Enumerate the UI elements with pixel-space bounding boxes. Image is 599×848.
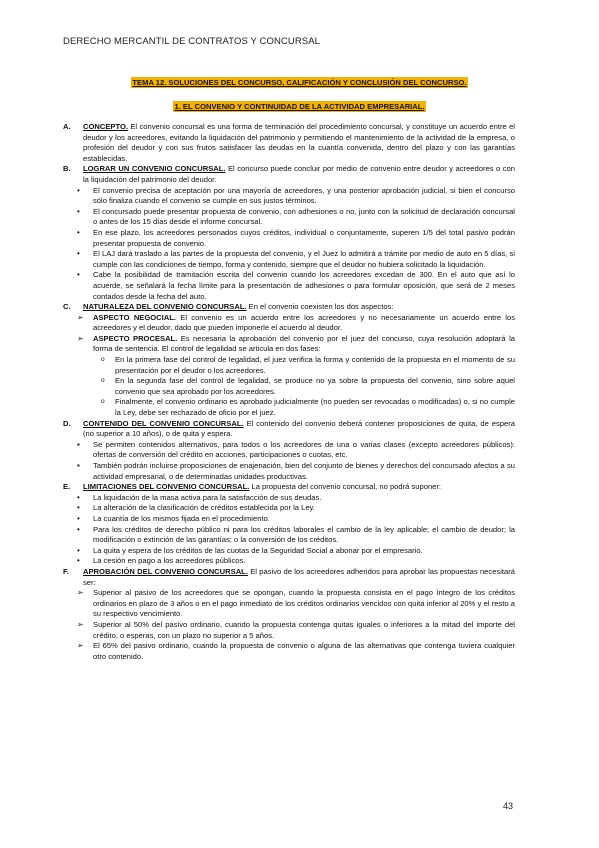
- section-text: La propuesta del convenio concursal, no podrá suponer:: [249, 482, 442, 492]
- list-item: • El LAJ dará traslado a las partes de la propuesta del convenio, y el Juez lo admitirá a trámite por medio de auto en 5 días, si cumple con las condiciones de tiempo, forma y contenido, siempre que el deudor no hubiera solicitado la liquidación.: [77, 249, 515, 269]
- list-item: • La alteración de la clasificación de créditos establecida por la Ley.: [77, 503, 315, 513]
- section-title: NATURALEZA DEL CONVENIO CONCURSAL.: [83, 302, 247, 312]
- section-text: El convenio concursal es una forma de terminación del procedimiento concursal, y constituye un acuerdo entre el deudor y los acreedores, evitando la liquidación del patrimonio y permitiendo el mantenimiento de la actividad de la empresa, o profesión del deudor y con sus frutos satisfacer las deudas en la cuantía convenida, dentro del plazo y con las garantías establecidas.: [83, 122, 515, 163]
- bullet-icon: •: [77, 249, 80, 259]
- page-number: 43: [503, 801, 514, 811]
- section-c: [63, 302, 515, 313]
- section-e: [63, 482, 515, 493]
- circle-bullet-icon: o: [101, 377, 105, 385]
- list-item: ➢ ASPECTO PROCESAL. Es necesaria la aprobación del convenio por el juez del concurso, cuya resolución adoptará la forma de sentencia. El control de legalidad se articula en dos fases:: [77, 333, 515, 354]
- section-f: [63, 567, 515, 588]
- list-subitem: o En la segunda fase del control de legalidad, se produce no ya sobre la propuesta del convenio, sino sobre aquel convenio que sea aprobado por los acreedores.: [101, 376, 515, 396]
- arrow-bullet-icon: ➢: [77, 588, 84, 598]
- circle-bullet-icon: o: [101, 356, 105, 364]
- list-item: • Cabe la posibilidad de tramitación escrita del convenio cuando los acreedores excedan de 300. En el auto que así lo acuerde, se señalará la fecha límite para la presentación de adhesiones o para formular oposición, que será de 2 meses contados desde la fecha del auto.: [77, 270, 515, 301]
- bullet-icon: •: [77, 270, 80, 280]
- bullet-icon: •: [77, 513, 80, 523]
- list-item: ▪ También podrán incluirse proposiciones de enajenación, bien del conjunto de bienes y derechos del concursado afectos a su actividad empresarial, o de determinadas unidades productivas.: [77, 461, 515, 481]
- section-d: [63, 419, 515, 440]
- topic-title-row: [0, 72, 599, 90]
- section-title: LOGRAR UN CONVENIO CONCURSAL.: [83, 164, 226, 174]
- list-item: • Para los créditos de derecho público ni para los créditos laborales el cambio de la ley aplicable; el cambio de deudor; la modificación o extinción de las garantías; o la conversión de los créditos.: [77, 524, 515, 545]
- topic-title: TEMA 12. SOLUCIONES DEL CONCURSO, CALIFICACIÓN Y CONCLUSIÓN DEL CONCURSO.: [132, 78, 467, 87]
- arrow-bullet-icon: ➢: [77, 333, 84, 343]
- arrow-bullet-icon: ➢: [77, 641, 84, 651]
- section-letter: D.: [63, 418, 71, 428]
- section-text: En el convenio coexisten los dos aspectos:: [246, 302, 394, 312]
- section-letter: F.: [63, 566, 69, 576]
- list-item: ➢ Superior al 50% del pasivo ordinario, cuando la propuesta contenga quitas iguales o inferiores a la mitad del importe del crédito, o esperas, con un plazo no superior a 5 años.: [77, 619, 515, 640]
- section-title: APROBACIÓN DEL CONVENIO CONCURSAL.: [83, 566, 248, 576]
- section-a: [63, 122, 515, 164]
- section-title: CONTENIDO DEL CONVENIO CONCURSAL.: [83, 418, 244, 428]
- list-item: • La cuantía de los mismos fijada en el procedimiento.: [77, 513, 270, 523]
- bullet-icon: •: [77, 206, 80, 216]
- bullet-icon: •: [77, 227, 80, 237]
- list-item: • El concursado puede presentar propuesta de convenio, con adhesiones o no, junto con la solicitud de declaración concursal o antes de los 15 días desde el informe concursal.: [77, 206, 515, 227]
- list-item: ➢ ASPECTO NEGOCIAL. El convenio es un acuerdo entre los acreedores y no necesariamente un acuerdo entre los acreedores y el deudor, dado que pueden imponerle el acuerdo al deudor.: [77, 312, 516, 333]
- section-title: LIMITACIONES DEL CONVENIO CONCURSAL.: [83, 482, 250, 492]
- list-item: ➢ El 65% del pasivo ordinario, cuando la propuesta de convenio o alguna de las alternativas que contenga tuviera cualquier otro contenido.: [77, 641, 515, 661]
- list-subitem: o En la primera fase del control de legalidad, el juez verifica la forma y contenido de la propuesta en el momento de su presentación por el deudor o los acreedores.: [101, 355, 515, 375]
- document-body: [63, 122, 515, 662]
- bullet-icon: •: [77, 503, 80, 513]
- section-b: [63, 164, 515, 185]
- section-letter: B.: [63, 164, 71, 174]
- list-item: • La cesión en pago a los acreedores públicos.: [77, 556, 246, 566]
- arrow-bullet-icon: ➢: [77, 312, 84, 322]
- section-letter: A.: [63, 122, 71, 131]
- bullet-icon: •: [77, 545, 80, 555]
- section-heading-row: [0, 96, 599, 114]
- list-item: • El convenio precisa de aceptación por una mayoría de acreedores, y una posterior aprobación judicial, si bien el concurso sólo finaliza cuando el convenio se cumple en sus justos términos.: [77, 185, 515, 206]
- section-text: El pasivo de los acreedores adheridos para aprobar las propuestas necesitará ser:: [83, 566, 515, 587]
- square-bullet-icon: ▪: [77, 439, 80, 449]
- section-text: El contenido del convenio deberá contener proposiciones de quita, de espera (no superior a 10 años), o de quita y espera.: [83, 418, 515, 439]
- section-letter: C.: [63, 302, 71, 312]
- list-item: ▪ Se permiten contenidos alternativos, para todos o los acreedores de una o varias clases (excepto acreedores públicos): ofertas de conversión del crédito en acciones, participaciones o cuotas, etc.: [77, 439, 515, 460]
- list-item: ➢ Superior al pasivo de los acreedores que se opongan, cuando la propuesta consista en el pago íntegro de los créditos ordinarios en plazo de 3 años o en el pago inmediato de los créditos ordinarios vencidos con quita inferior al 20% y el resto a su respectivo vencimiento.: [77, 588, 515, 619]
- arrow-bullet-icon: ➢: [77, 619, 84, 629]
- section-heading: 1. EL CONVENIO Y CONTINUIDAD DE LA ACTIVIDAD EMPRESARIAL.: [174, 102, 425, 111]
- bullet-icon: •: [77, 524, 80, 534]
- bullet-icon: •: [77, 492, 80, 502]
- list-subitem: o Finalmente, el convenio ordinario es aprobado judicialmente (no pueden ser revocadas o modificadas) o, si no cumple la Ley, debe ser rechazado de oficio por el juez.: [101, 397, 515, 418]
- section-title: CONCEPTO.: [83, 122, 129, 131]
- bullet-icon: •: [77, 556, 80, 566]
- page-header: DERECHO MERCANTIL DE CONTRATOS Y CONCURSAL: [63, 36, 321, 47]
- list-item: • En ese plazo, los acreedores personados cuyos créditos, individual o conjuntamente, superen 1/5 del total pasivo podrán presentar propuesta de convenio.: [77, 227, 515, 248]
- section-letter: E.: [63, 482, 71, 492]
- circle-bullet-icon: o: [101, 398, 105, 406]
- bullet-icon: •: [77, 185, 80, 195]
- list-item: • La quita y espera de los créditos de las cuotas de la Seguridad Social a abonar por el empresario.: [77, 545, 423, 555]
- section-text: El concurso puede concluir por medio de convenio entre deudor y acreedores o con la liquidación del patrimonio del deudor.: [83, 164, 515, 184]
- list-item: • La liquidación de la masa activa para la satisfacción de sus deudas.: [77, 492, 322, 502]
- square-bullet-icon: ▪: [77, 461, 80, 470]
